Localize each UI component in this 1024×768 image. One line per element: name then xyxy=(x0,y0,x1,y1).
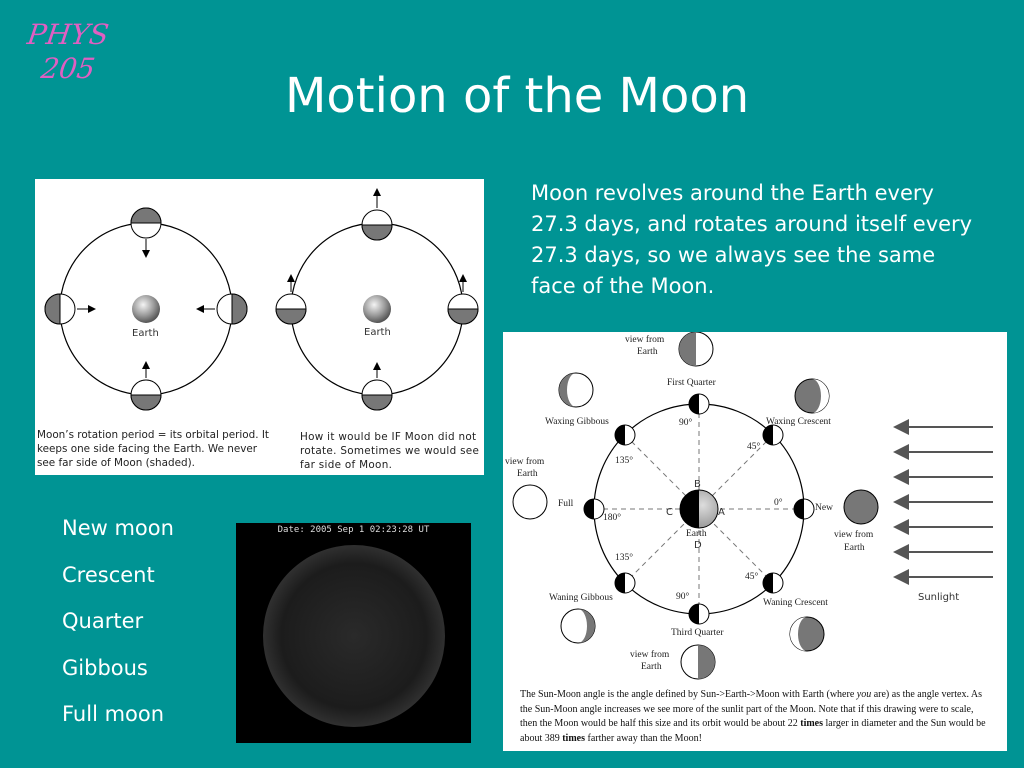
rotation-caption-right: How it would be IF Moon did not rotate. Sometimes we would see far side of Moon. xyxy=(300,431,480,471)
caption-bold: times xyxy=(800,718,824,729)
logo-line-1: PHYS xyxy=(25,18,111,51)
phase-item: Gibbous xyxy=(62,655,148,680)
view-label: view from xyxy=(834,530,874,540)
moon-icon xyxy=(362,210,392,240)
phase-diagram-svg xyxy=(503,332,1007,682)
moon-icon xyxy=(763,573,783,593)
view-label: Earth xyxy=(641,662,662,672)
view-label: Earth xyxy=(637,347,658,357)
label-c: C xyxy=(666,507,673,518)
slide-title: Motion of the Moon xyxy=(285,68,750,124)
half-moon-icon xyxy=(681,645,715,679)
moon-icon xyxy=(131,380,161,410)
earth-label: Earth xyxy=(364,327,391,338)
earth-label: Earth xyxy=(132,328,159,339)
third-quarter-label: Third Quarter xyxy=(671,628,724,638)
earth-icon xyxy=(132,295,160,323)
earth-icon xyxy=(363,295,391,323)
angle-label: 135° xyxy=(615,456,634,466)
description-text: Moon revolves around the Earth every 27.3 days, and rotates around itself every 27.3 days, so we always see the same face of the Moon. xyxy=(531,181,973,298)
view-label: Earth xyxy=(517,469,538,479)
waning-crescent-moon-icon xyxy=(790,617,824,651)
view-label: Earth xyxy=(844,543,865,553)
angle-label: 180° xyxy=(603,513,622,523)
half-moon-icon xyxy=(679,332,713,366)
earth-icon xyxy=(680,490,718,528)
full-label: Full xyxy=(558,499,574,509)
moon-icon xyxy=(615,425,635,445)
label-b: B xyxy=(694,479,701,490)
caption-bold: times xyxy=(562,732,585,744)
moon-icon xyxy=(276,294,306,324)
view-label: view from xyxy=(505,457,545,467)
rotation-diagram xyxy=(35,179,484,475)
moon-icon xyxy=(584,499,604,519)
moon-icon xyxy=(689,604,709,624)
phase-list xyxy=(62,516,174,749)
rotation-caption-left: Moon’s rotation period = its orbital period. It keeps one side facing the Earth. We never see far side of Moon (shaded). xyxy=(37,429,270,469)
waxing-gibbous-label: Waxing Gibbous xyxy=(545,417,609,427)
photo-timestamp: Date: 2005 Sep 1 02:23:28 UT xyxy=(277,525,430,535)
moon-icon xyxy=(131,208,161,238)
waning-gibbous-moon-icon xyxy=(561,609,595,643)
moon-photo xyxy=(236,523,471,743)
angle-label: 45° xyxy=(745,572,759,582)
moon-icon xyxy=(763,425,783,445)
first-quarter-label: First Quarter xyxy=(667,378,716,388)
label-a: A xyxy=(718,507,725,518)
moon-icon xyxy=(615,573,635,593)
caption-text: The Sun-Moon angle is the angle defined by Sun->Earth->Moon with Earth (where xyxy=(520,689,857,700)
full-moon-icon xyxy=(513,485,547,519)
waxing-crescent-moon-icon xyxy=(795,379,829,413)
angle-label: 135° xyxy=(615,553,634,563)
moon-icon xyxy=(362,380,392,410)
view-label: view from xyxy=(630,650,670,660)
caption-text: farther away than the Moon! xyxy=(585,732,702,744)
course-logo xyxy=(18,18,118,86)
waning-gibbous-label: Waning Gibbous xyxy=(549,593,613,603)
angle-label: 90° xyxy=(679,418,693,428)
phase-item: Quarter xyxy=(62,609,144,633)
phase-caption xyxy=(520,688,990,746)
phase-item: Crescent xyxy=(62,562,155,587)
caption-text: are) as the angle vertex. As the Sun-Moon angle increases we see more of the sunlit part of the Moon. Note that if this drawing were to scale, then the Moon would be half this size and its orbit would be about 22 xyxy=(520,689,983,729)
sunlight-label: Sunlight xyxy=(918,592,960,603)
new-moon-icon xyxy=(844,490,878,524)
moon-icon xyxy=(689,394,709,414)
view-label: view from xyxy=(625,335,665,345)
waning-crescent-label: Waning Crescent xyxy=(763,598,828,608)
moon-icon xyxy=(45,294,75,324)
sunlight-arrows xyxy=(895,427,993,577)
earth-label: Earth xyxy=(686,529,707,539)
caption-text: larger in diameter and the Sun would be about 389 xyxy=(520,718,986,744)
phase-item: New moon xyxy=(62,516,174,540)
rotation-diagram-svg xyxy=(35,179,484,429)
phase-diagram xyxy=(503,332,1007,751)
waxing-crescent-label: Waxing Crescent xyxy=(766,417,831,427)
waxing-gibbous-moon-icon xyxy=(559,373,593,407)
angle-label: 45° xyxy=(747,442,761,452)
caption-emphasis: you xyxy=(856,689,872,700)
angle-label: 0° xyxy=(774,498,783,508)
dark-moon-icon xyxy=(263,545,445,727)
moon-icon xyxy=(448,294,478,324)
logo-line-2: 205 xyxy=(39,52,98,85)
moon-photo-svg xyxy=(236,523,471,743)
phase-item: Full moon xyxy=(62,702,165,726)
label-d: D xyxy=(694,540,702,551)
moon-icon xyxy=(794,499,814,519)
new-label: New xyxy=(815,503,833,513)
moon-icon xyxy=(217,294,247,324)
angle-label: 90° xyxy=(676,592,690,602)
